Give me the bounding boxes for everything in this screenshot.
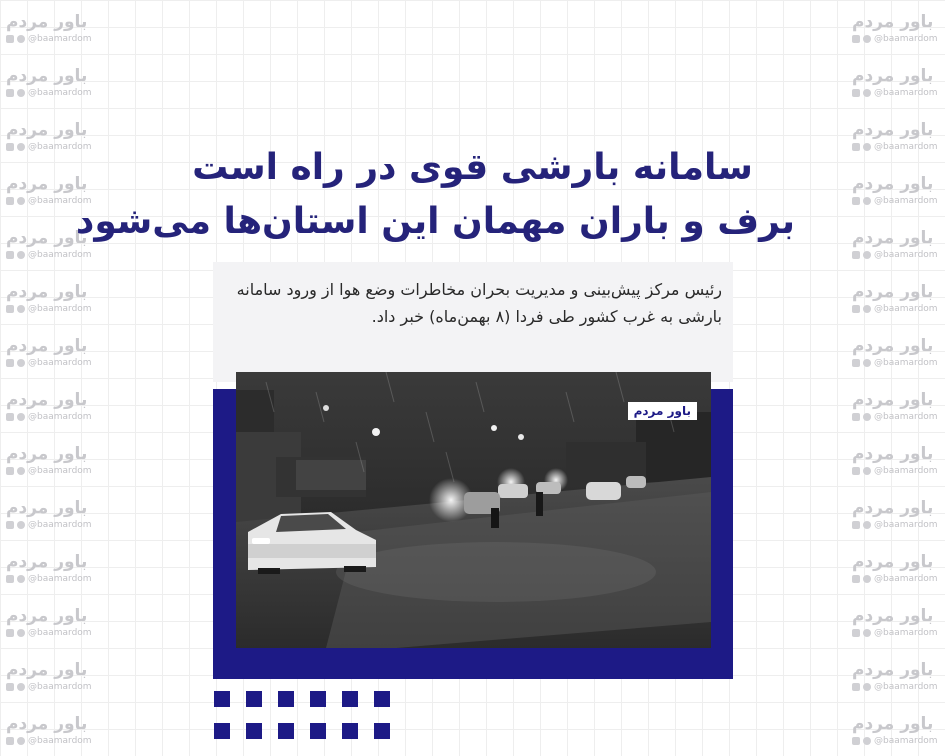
instagram-icon bbox=[852, 35, 860, 43]
telegram-icon bbox=[17, 683, 25, 691]
watermark-logo: باور مردم bbox=[852, 714, 934, 734]
telegram-icon bbox=[17, 575, 25, 583]
watermark-item bbox=[6, 660, 100, 700]
instagram-icon bbox=[6, 413, 14, 421]
watermark-handle: @baamardom bbox=[874, 736, 938, 746]
watermark-logo: باور مردم bbox=[6, 282, 88, 302]
telegram-icon bbox=[863, 413, 871, 421]
watermark-item bbox=[852, 552, 945, 592]
watermark-item bbox=[852, 498, 945, 538]
watermark-handle: @baamardom bbox=[874, 358, 938, 368]
instagram-icon bbox=[852, 143, 860, 151]
watermark-handle-row bbox=[6, 34, 100, 44]
telegram-icon bbox=[863, 89, 871, 97]
watermark-logo: باور مردم bbox=[6, 66, 88, 86]
decorative-square bbox=[214, 723, 230, 739]
telegram-icon bbox=[17, 251, 25, 259]
telegram-icon bbox=[17, 413, 25, 421]
watermark-logo: باور مردم bbox=[852, 66, 934, 86]
instagram-icon bbox=[6, 683, 14, 691]
decorative-square bbox=[310, 723, 326, 739]
watermark-handle: @baamardom bbox=[28, 412, 92, 422]
watermark-handle-row bbox=[6, 466, 100, 476]
watermark-logo: باور مردم bbox=[6, 660, 88, 680]
watermark-logo: باور مردم bbox=[852, 282, 934, 302]
decorative-square bbox=[214, 691, 230, 707]
instagram-icon bbox=[6, 305, 14, 313]
decorative-square bbox=[310, 691, 326, 707]
watermark-logo: باور مردم bbox=[852, 12, 934, 32]
instagram-icon bbox=[6, 251, 14, 259]
watermark-item bbox=[6, 390, 100, 430]
instagram-icon bbox=[6, 521, 14, 529]
telegram-icon bbox=[863, 521, 871, 529]
watermark-item bbox=[852, 120, 945, 160]
watermark-column-right bbox=[846, 0, 945, 756]
telegram-icon bbox=[17, 521, 25, 529]
telegram-icon bbox=[17, 197, 25, 205]
watermark-logo: باور مردم bbox=[6, 120, 88, 140]
watermark-item bbox=[6, 606, 100, 646]
instagram-icon bbox=[6, 575, 14, 583]
photo-logo: باور مردم bbox=[628, 402, 697, 420]
telegram-icon bbox=[863, 305, 871, 313]
watermark-handle-row bbox=[6, 142, 100, 152]
watermark-handle: @baamardom bbox=[28, 466, 92, 476]
watermark-handle-row bbox=[852, 142, 945, 152]
watermark-item bbox=[6, 444, 100, 484]
watermark-logo: باور مردم bbox=[852, 336, 934, 356]
instagram-icon bbox=[852, 197, 860, 205]
instagram-icon bbox=[852, 251, 860, 259]
watermark-handle-row bbox=[6, 88, 100, 98]
watermark-item bbox=[852, 12, 945, 52]
telegram-icon bbox=[863, 197, 871, 205]
watermark-handle: @baamardom bbox=[28, 88, 92, 98]
watermark-item bbox=[852, 282, 945, 322]
watermark-logo: باور مردم bbox=[852, 660, 934, 680]
watermark-item bbox=[6, 714, 100, 754]
watermark-logo: باور مردم bbox=[6, 390, 88, 410]
watermark-item bbox=[852, 390, 945, 430]
watermark-item bbox=[852, 606, 945, 646]
headline-line-2: برف و باران مهمان این استان‌ها می‌شود bbox=[75, 201, 795, 242]
headline-line-1: سامانه بارشی قوی در راه است bbox=[192, 147, 753, 188]
watermark-handle: @baamardom bbox=[28, 196, 92, 206]
watermark-handle-row bbox=[852, 736, 945, 746]
watermark-logo: باور مردم bbox=[6, 552, 88, 572]
watermark-handle: @baamardom bbox=[28, 574, 92, 584]
telegram-icon bbox=[863, 683, 871, 691]
watermark-handle-row bbox=[852, 358, 945, 368]
watermark-item bbox=[852, 660, 945, 700]
news-photo bbox=[236, 372, 711, 648]
watermark-handle: @baamardom bbox=[28, 34, 92, 44]
watermark-handle: @baamardom bbox=[874, 88, 938, 98]
decorative-square bbox=[278, 723, 294, 739]
watermark-logo: باور مردم bbox=[6, 228, 88, 248]
watermark-handle-row bbox=[6, 520, 100, 530]
watermark-logo: باور مردم bbox=[852, 228, 934, 248]
watermark-item bbox=[6, 66, 100, 106]
telegram-icon bbox=[17, 629, 25, 637]
watermark-item bbox=[6, 498, 100, 538]
watermark-handle-row bbox=[852, 250, 945, 260]
instagram-icon bbox=[852, 629, 860, 637]
instagram-icon bbox=[852, 521, 860, 529]
watermark-handle: @baamardom bbox=[874, 304, 938, 314]
telegram-icon bbox=[17, 35, 25, 43]
instagram-icon bbox=[852, 305, 860, 313]
watermark-handle-row bbox=[852, 682, 945, 692]
watermark-handle-row bbox=[852, 520, 945, 530]
watermark-handle: @baamardom bbox=[874, 412, 938, 422]
instagram-icon bbox=[6, 359, 14, 367]
watermark-handle: @baamardom bbox=[28, 142, 92, 152]
watermark-handle-row bbox=[852, 466, 945, 476]
telegram-icon bbox=[863, 359, 871, 367]
instagram-icon bbox=[6, 629, 14, 637]
watermark-handle: @baamardom bbox=[874, 682, 938, 692]
watermark-handle-row bbox=[6, 736, 100, 746]
instagram-icon bbox=[6, 89, 14, 97]
watermark-item bbox=[852, 66, 945, 106]
telegram-icon bbox=[863, 251, 871, 259]
watermark-handle: @baamardom bbox=[28, 628, 92, 638]
lead-paragraph: رئیس مرکز پیش‌بینی و مدیریت بحران مخاطرات وضع هوا از ورود سامانه بارشی به غرب کشور طی فردا (۸ بهمن‌ماه) خبر داد. bbox=[236, 280, 722, 326]
telegram-icon bbox=[863, 143, 871, 151]
watermark-handle-row bbox=[6, 574, 100, 584]
telegram-icon bbox=[863, 575, 871, 583]
watermark-item bbox=[6, 12, 100, 52]
instagram-icon bbox=[6, 467, 14, 475]
telegram-icon bbox=[863, 35, 871, 43]
watermark-handle: @baamardom bbox=[28, 736, 92, 746]
watermark-handle: @baamardom bbox=[874, 196, 938, 206]
watermark-logo: باور مردم bbox=[852, 174, 934, 194]
watermark-item bbox=[852, 174, 945, 214]
watermark-handle: @baamardom bbox=[28, 682, 92, 692]
instagram-icon bbox=[852, 89, 860, 97]
watermark-handle: @baamardom bbox=[28, 304, 92, 314]
decorative-square bbox=[374, 691, 390, 707]
watermark-handle-row bbox=[852, 628, 945, 638]
watermark-logo: باور مردم bbox=[852, 444, 934, 464]
telegram-icon bbox=[17, 467, 25, 475]
watermark-handle: @baamardom bbox=[874, 520, 938, 530]
instagram-icon bbox=[852, 467, 860, 475]
watermark-item bbox=[852, 714, 945, 754]
telegram-icon bbox=[17, 359, 25, 367]
instagram-icon bbox=[852, 683, 860, 691]
watermark-item bbox=[852, 336, 945, 376]
watermark-handle-row bbox=[6, 628, 100, 638]
instagram-icon bbox=[852, 359, 860, 367]
watermark-logo: باور مردم bbox=[6, 336, 88, 356]
watermark-handle: @baamardom bbox=[28, 358, 92, 368]
instagram-icon bbox=[6, 143, 14, 151]
instagram-icon bbox=[6, 737, 14, 745]
watermark-handle-row bbox=[6, 358, 100, 368]
watermark-logo: باور مردم bbox=[6, 498, 88, 518]
watermark-logo: باور مردم bbox=[852, 552, 934, 572]
watermark-handle-row bbox=[852, 412, 945, 422]
watermark-handle: @baamardom bbox=[874, 142, 938, 152]
instagram-icon bbox=[852, 575, 860, 583]
watermark-item bbox=[852, 444, 945, 484]
watermark-logo: باور مردم bbox=[6, 606, 88, 626]
watermark-logo: باور مردم bbox=[6, 12, 88, 32]
watermark-logo: باور مردم bbox=[852, 390, 934, 410]
watermark-item bbox=[6, 552, 100, 592]
watermark-handle-row bbox=[6, 412, 100, 422]
telegram-icon bbox=[17, 143, 25, 151]
watermark-item bbox=[6, 282, 100, 322]
watermark-handle-row bbox=[852, 574, 945, 584]
watermark-logo: باور مردم bbox=[6, 174, 88, 194]
watermark-logo: باور مردم bbox=[852, 120, 934, 140]
watermark-handle: @baamardom bbox=[874, 34, 938, 44]
decorative-square bbox=[278, 691, 294, 707]
watermark-handle: @baamardom bbox=[28, 250, 92, 260]
decorative-square bbox=[342, 723, 358, 739]
watermark-handle: @baamardom bbox=[874, 250, 938, 260]
telegram-icon bbox=[863, 629, 871, 637]
telegram-icon bbox=[17, 737, 25, 745]
telegram-icon bbox=[17, 305, 25, 313]
watermark-logo: باور مردم bbox=[852, 606, 934, 626]
watermark-handle-row bbox=[6, 682, 100, 692]
watermark-item bbox=[852, 228, 945, 268]
decorative-square bbox=[374, 723, 390, 739]
watermark-handle-row bbox=[852, 196, 945, 206]
watermark-handle-row bbox=[6, 304, 100, 314]
decorative-square bbox=[246, 723, 262, 739]
watermark-logo: باور مردم bbox=[6, 444, 88, 464]
watermark-handle-row bbox=[852, 88, 945, 98]
telegram-icon bbox=[863, 737, 871, 745]
watermark-handle: @baamardom bbox=[874, 628, 938, 638]
watermark-logo: باور مردم bbox=[852, 498, 934, 518]
decorative-square bbox=[342, 691, 358, 707]
watermark-handle-row bbox=[852, 304, 945, 314]
watermark-item bbox=[6, 336, 100, 376]
watermark-column-left bbox=[0, 0, 100, 756]
watermark-handle: @baamardom bbox=[874, 574, 938, 584]
watermark-handle-row bbox=[6, 250, 100, 260]
watermark-handle: @baamardom bbox=[28, 520, 92, 530]
instagram-icon bbox=[6, 35, 14, 43]
instagram-icon bbox=[852, 737, 860, 745]
instagram-icon bbox=[852, 413, 860, 421]
decorative-square bbox=[246, 691, 262, 707]
instagram-icon bbox=[6, 197, 14, 205]
watermark-logo: باور مردم bbox=[6, 714, 88, 734]
watermark-handle: @baamardom bbox=[874, 466, 938, 476]
telegram-icon bbox=[863, 467, 871, 475]
telegram-icon bbox=[17, 89, 25, 97]
watermark-handle-row bbox=[852, 34, 945, 44]
watermark-item bbox=[6, 120, 100, 160]
decorative-dot-grid bbox=[214, 691, 394, 739]
